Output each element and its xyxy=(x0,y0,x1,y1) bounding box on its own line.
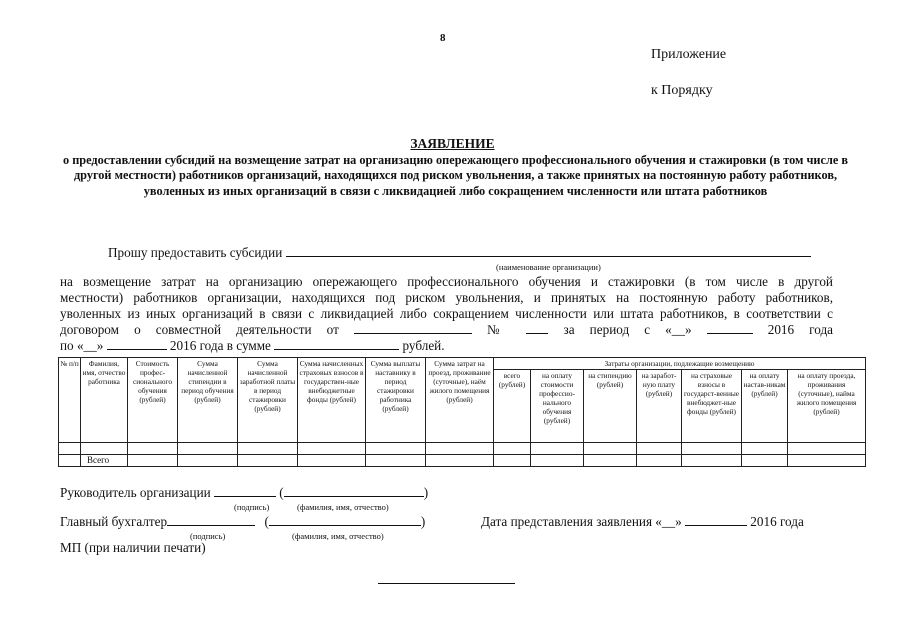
col-header-salary: Сумма начисленной заработной платы в период стажировки (рублей) xyxy=(238,358,298,443)
organization-name-field[interactable] xyxy=(286,245,811,257)
col-header-mentor: Сумма выплаты наставнику в период стажировки работника (рублей) xyxy=(366,358,426,443)
contract-date-field[interactable] xyxy=(354,322,472,334)
request-line xyxy=(108,245,811,261)
head-label: Руководитель организации xyxy=(60,485,211,500)
accountant-name-caption: (фамилия, имя, отчество) xyxy=(292,531,384,541)
col-header-insurance: Сумма начисленных страховых взносов в государствен-ные внебюджетные фонды (рублей) xyxy=(298,358,366,443)
col-header-number: № п/п xyxy=(59,358,81,443)
period-from-month-field[interactable] xyxy=(707,322,753,334)
col-group-header: Затраты организации, подлежащие возмещению xyxy=(494,358,866,370)
subcol-mentor: на оплату настав-никам (рублей) xyxy=(742,370,788,443)
amount-label: 2016 года в сумме xyxy=(169,338,271,353)
subcol-travel: на оплату проезда, проживания (суточные), найма жилого помещения (рублей) xyxy=(788,370,866,443)
accountant-signature-field[interactable] xyxy=(167,514,255,526)
body-line-2: местности) работников организации, находящихся под риском увольнения, и принятых на постоянную работу работников, xyxy=(60,290,833,305)
accountant-name-close: ) xyxy=(420,514,426,529)
subcol-total: всего (рублей) xyxy=(494,370,531,443)
col-header-travel: Сумма затрат на проезд, проживание (суточные), наём жилого помещения (рублей) xyxy=(426,358,494,443)
accountant-signature-caption: (подпись) xyxy=(190,531,226,541)
submission-date-line xyxy=(481,514,804,530)
accountant-signature-line xyxy=(60,514,425,530)
head-signature-caption: (подпись) xyxy=(234,502,270,512)
period-from-year-label: 2016 года xyxy=(767,322,834,337)
period-to-month-field[interactable] xyxy=(107,338,167,350)
col-header-stipend: Сумма начисленной стипендии в период обучения (рублей) xyxy=(178,358,238,443)
date-year-label: 2016 года xyxy=(750,514,804,529)
head-name-close: ) xyxy=(423,485,429,500)
currency-label: рублей. xyxy=(402,338,445,353)
page-number: 8 xyxy=(440,32,446,44)
contract-number-field[interactable] xyxy=(526,322,548,334)
organization-caption: (наименование организации) xyxy=(496,262,601,272)
date-label: Дата представления заявления «__» xyxy=(481,514,682,529)
period-line xyxy=(60,338,445,354)
head-name-field[interactable] xyxy=(284,485,424,497)
subcol-stipend: на стипендию (рублей) xyxy=(584,370,637,443)
body-line-3: уволенных из иных организаций в связи с ликвидацией либо сокращением численности или штата работников, в соответствии с xyxy=(60,306,833,321)
seal-label: МП (при наличии печати) xyxy=(60,540,206,555)
amount-field[interactable] xyxy=(274,338,399,350)
document-subtitle: о предоставлении субсидий на возмещение затрат на организацию опережающего профессионального обучения и стажировки (в том числе в другой местности) работников организаций, находящихся под риском увольнения, а также принятых на постоянную работу работников, уволенных из иных организаций в связи с ликвидацией либо сокращением численности или штата работников xyxy=(62,153,849,198)
document-title: ЗАЯВЛЕНИЕ xyxy=(410,136,495,151)
contract-label: договором о совместной деятельности от xyxy=(60,322,339,337)
expense-table xyxy=(58,357,866,467)
table-row xyxy=(59,443,866,455)
col-header-name: Фамилия, имя, отчество работника xyxy=(81,358,128,443)
subcol-insurance: на страховые взносы в государст-венные внебюджет-ные фонды (рублей) xyxy=(682,370,742,443)
appendix-label: Приложение xyxy=(651,47,727,62)
table-total-row xyxy=(59,455,866,467)
accountant-label: Главный бухгалтер xyxy=(60,514,168,529)
head-signature-field[interactable] xyxy=(214,485,276,497)
footer-rule xyxy=(378,583,515,584)
subcol-salary: на заработ-ную плату (рублей) xyxy=(637,370,682,443)
subcol-training: на оплату стоимости профессио-нального обучения (рублей) xyxy=(531,370,584,443)
body-line-1: на возмещение затрат на организацию опережающего профессионального обучения и стажировки (в том числе в другой xyxy=(60,274,833,289)
contract-number-label: № xyxy=(487,322,512,337)
period-to-label: по «__» xyxy=(60,338,104,353)
col-header-training-cost: Стоимость профес-сионального обучения (рублей) xyxy=(128,358,178,443)
request-label: Прошу предоставить субсидии xyxy=(108,245,283,260)
total-label: Всего xyxy=(81,455,128,467)
head-name-open: ( xyxy=(279,485,284,500)
head-name-caption: (фамилия, имя, отчество) xyxy=(297,502,389,512)
period-from-label: за период с «__» xyxy=(563,322,692,337)
appendix-reference: к Порядку xyxy=(651,83,713,98)
head-signature-line xyxy=(60,485,428,501)
accountant-name-field[interactable] xyxy=(269,514,421,526)
accountant-name-open: ( xyxy=(264,514,269,529)
contract-line xyxy=(60,322,833,338)
submission-month-field[interactable] xyxy=(685,514,747,526)
